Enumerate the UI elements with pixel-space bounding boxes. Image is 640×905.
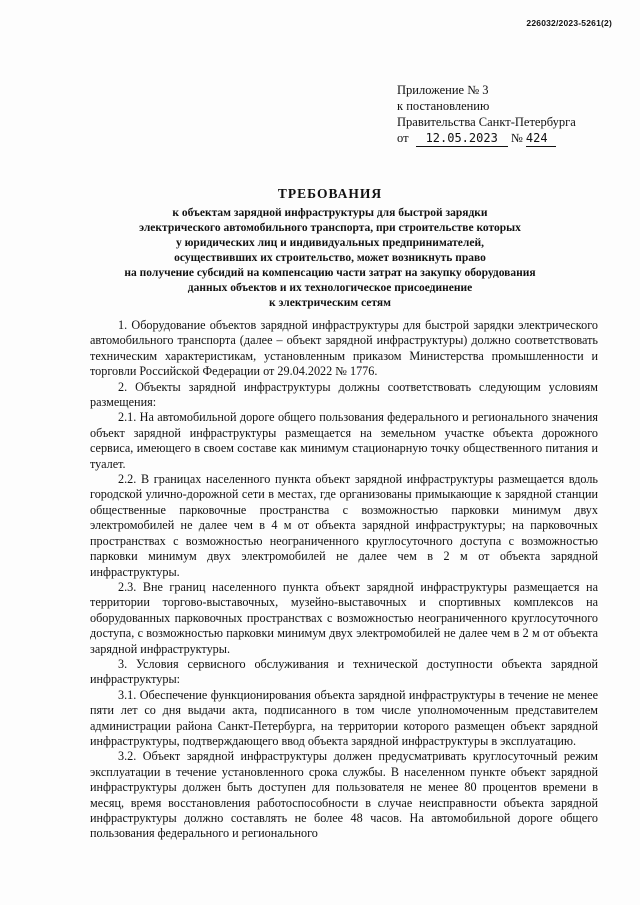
appendix-date-line: [397, 130, 627, 147]
appendix-line-2: к постановлению: [397, 99, 490, 113]
title-line: на получение субсидий на компенсацию части затрат на закупку оборудования: [124, 267, 536, 279]
paragraph-3-1: 3.1. Обеспечение функционирования объекта зарядной инфраструктуры в течение не менее пяти лет со дня выдачи акта, подписанного в том числе уполномоченным представителем администрации района Санкт-Петербурга, на территории которого размещен объект зарядной инфраструктуры, подтверждающего ввод объекта зарядной инфраструктуры в эксплуатацию.: [90, 687, 598, 748]
paragraph-3-2: 3.2. Объект зарядной инфраструктуры должен предусматривать круглосуточный режим эксплуатации в течение установленного срока службы. В населенном пункте объект зарядной инфраструктуры должен быть доступен для пользователя не менее 80 процентов времени в месяц, время восстановления работоспособности в случае неисправности объекта зарядной инфраструктуры должно составлять не более 48 часов. На автомобильной дороге общего пользования федерального и регионального: [90, 749, 598, 841]
number-label: №: [510, 131, 523, 145]
title-line: к объектам зарядной инфраструктуры для быстрой зарядки: [172, 207, 488, 219]
title-line: осуществивших их строительство, может возникнуть право: [174, 252, 486, 264]
decree-number: 424: [526, 130, 556, 147]
title-line: у юридических лиц и индивидуальных предпринимателей,: [176, 237, 484, 249]
document-body: [90, 318, 598, 842]
document-title: [70, 186, 590, 311]
paragraph-2-2: 2.2. В границах населенного пункта объект зарядной инфраструктуры размещается вдоль городской улично-дорожной сети в местах, где организованы примыкающие к зарядной станции общественные парковочные пространства с возможностью парковки минимум двух электромобилей не далее чем в 4 м от объекта зарядной инфраструктуры; на парковочных пространствах с возможностью неограниченного круглосуточного доступа с возможностью парковки минимум двух электромобилей не далее чем в 2 м от объекта зарядной инфраструктуры.: [90, 472, 598, 579]
title-line: данных объектов и их технологическое присоединение: [187, 282, 473, 294]
appendix-header: [397, 82, 627, 147]
decree-date: 12.05.2023: [416, 130, 508, 147]
appendix-line-1: Приложение № 3: [397, 83, 489, 97]
paragraph-2: 2. Объекты зарядной инфраструктуры должны соответствовать следующим условиям размещения:: [90, 379, 598, 410]
title-main: ТРЕБОВАНИЯ: [277, 186, 383, 201]
from-label: от: [397, 131, 409, 145]
paragraph-3: 3. Условия сервисного обслуживания и технической доступности объекта зарядной инфраструктуры:: [90, 656, 598, 687]
paragraph-2-1: 2.1. На автомобильной дороге общего пользования федерального и регионального значения объект зарядной инфраструктуры размещается на земельном участке объекта дорожного сервиса, имеющего в своем составе как минимум стационарную точку общественного питания и туалет.: [90, 410, 598, 471]
paragraph-1: 1. Оборудование объектов зарядной инфраструктуры для быстрой зарядки электрического автомобильного транспорта (далее – объект зарядной инфраструктуры) должно соответствовать техническим характеристикам, установленным приказом Министерства промышленности и торговли Российской Федерации от 29.04.2022 № 1776.: [90, 318, 598, 379]
paragraph-2-3: 2.3. Вне границ населенного пункта объект зарядной инфраструктуры размещается на территории торгово-выставочных, музейно-выставочных и спортивных комплексов на оборудованных парковочных пространствах с возможностью неограниченного круглосуточного доступа, с возможностью парковки минимум двух электромобилей не далее чем в 2 м от объекта зарядной инфраструктуры.: [90, 579, 598, 656]
document-registration-number: 226032/2023-5261(2): [526, 18, 612, 28]
title-line: электрического автомобильного транспорта, при строительстве которых: [139, 222, 521, 234]
title-line: к электрическим сетям: [269, 297, 391, 309]
appendix-line-3: Правительства Санкт-Петербурга: [397, 115, 576, 129]
